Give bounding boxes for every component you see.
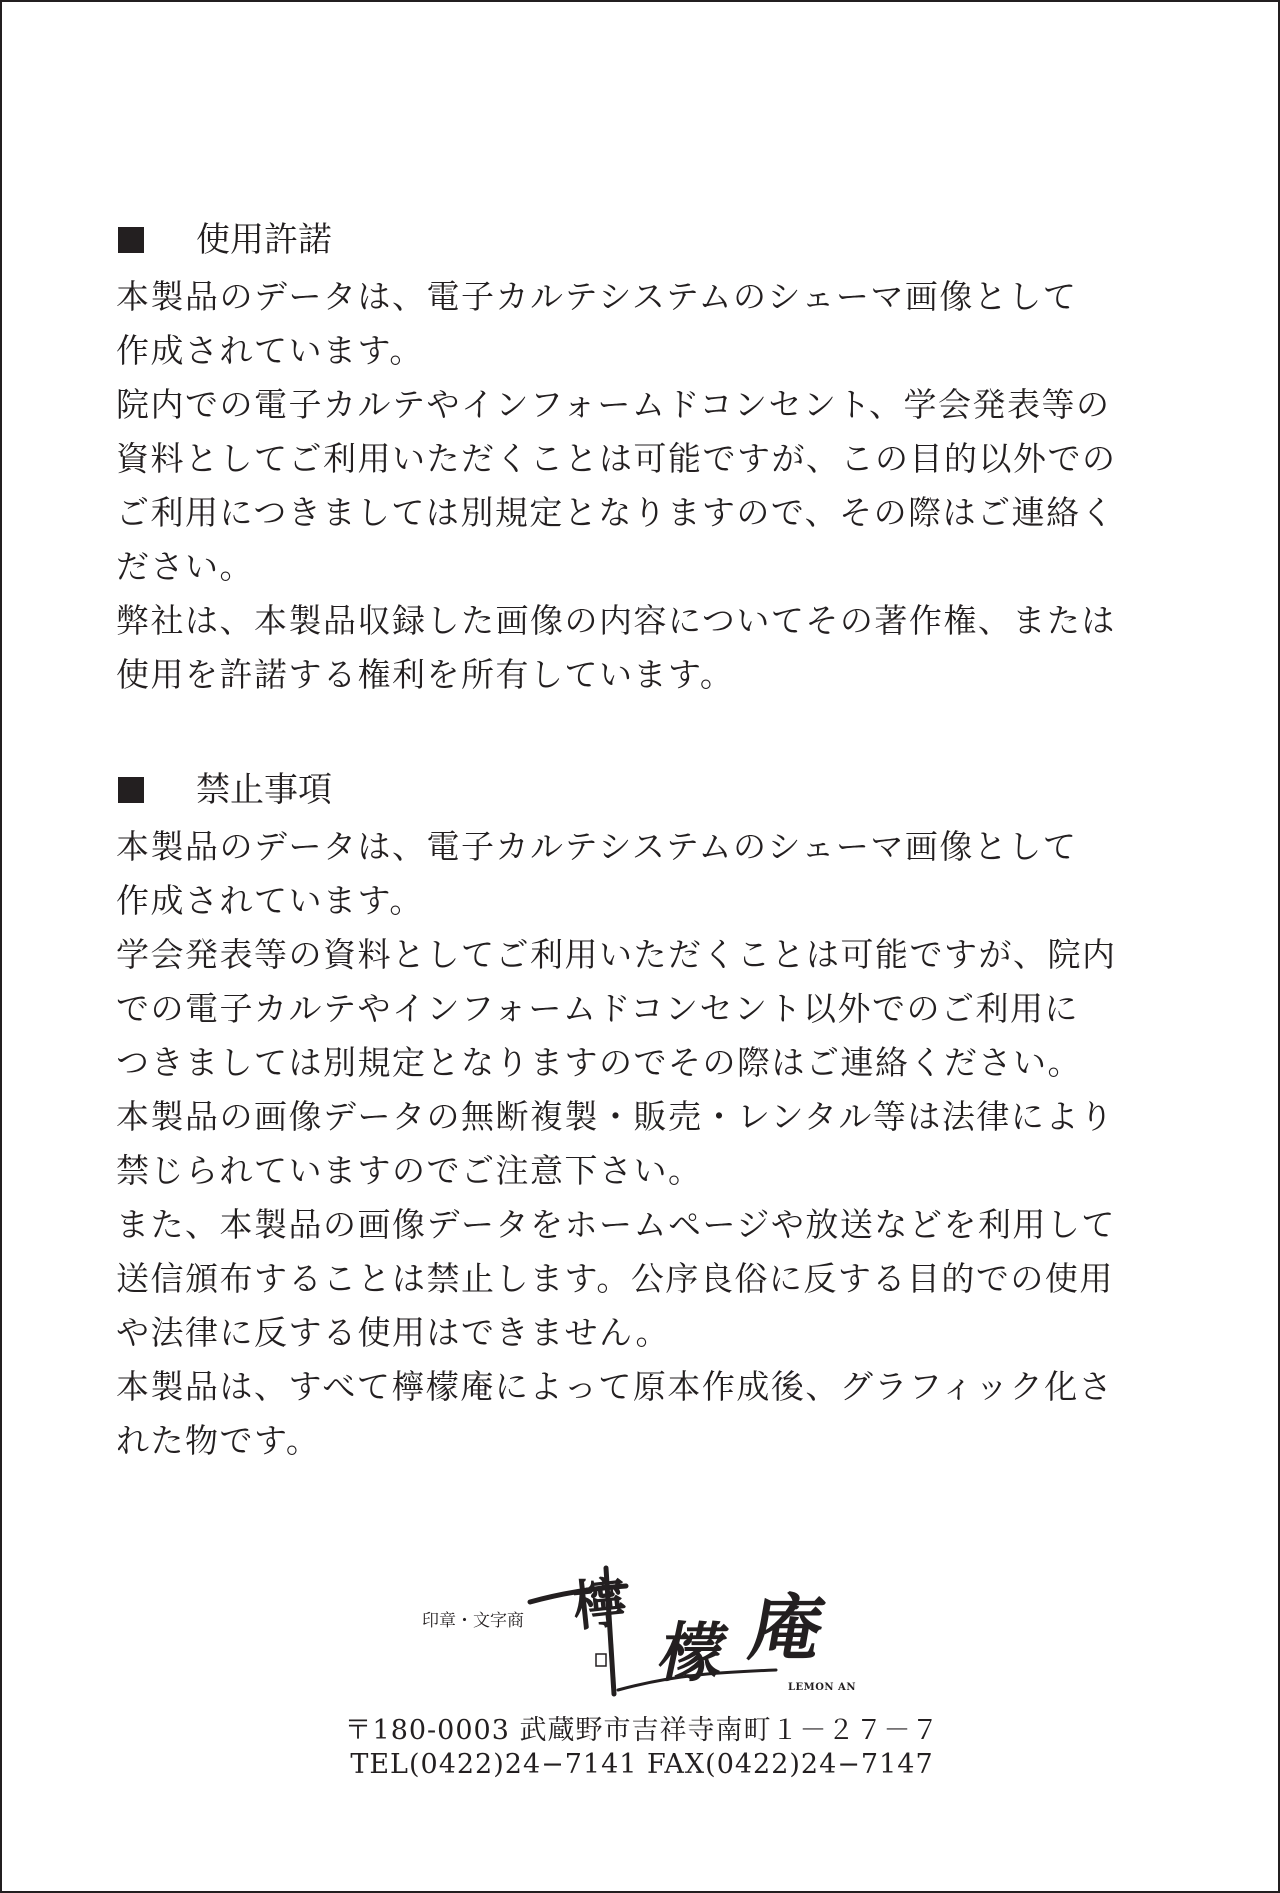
square-bullet-icon	[118, 227, 144, 253]
text-line: 本製品のデータは、電子カルテシステムのシェーマ画像として	[116, 827, 1078, 866]
brand-english: LEMON AN	[788, 1682, 856, 1693]
section-heading	[116, 762, 1176, 818]
brand-char: 檬	[652, 1616, 733, 1691]
square-bullet-icon	[118, 777, 144, 803]
brand-char: 檸	[569, 1569, 630, 1639]
section-body	[116, 820, 1176, 1468]
footer	[2, 1562, 1280, 1782]
text-line: つきましては別規定となりますのでその際はご連絡ください。	[116, 1043, 1082, 1082]
phone-fax: TEL(0422)24−7141 FAX(0422)24−7147	[350, 1749, 934, 1780]
text-line: 本製品は、すべて檸檬庵によって原本作成後、グラフィック化さ	[116, 1367, 1114, 1406]
text-line: ご利用につきましては別規定となりますので、その際はご連絡く	[116, 493, 1116, 532]
section-license	[116, 212, 1176, 702]
heading-text: 禁止事項	[196, 770, 332, 810]
address: 〒180-0003 武蔵野市吉祥寺南町１－２７－７	[344, 1715, 940, 1746]
section-body	[116, 270, 1176, 702]
text-line: や法律に反する使用はできません。	[116, 1313, 670, 1352]
text-line: 禁じられていますのでご注意下さい。	[116, 1151, 703, 1190]
text-line: 使用を許諾する権利を所有しています。	[116, 655, 735, 694]
text-line: 作成されています。	[116, 881, 424, 920]
text-line: れた物です。	[116, 1421, 321, 1460]
text-line: 作成されています。	[116, 331, 424, 370]
text-line: 弊社は、本製品収録した画像の内容についてその著作権、または	[116, 601, 1116, 640]
shop-type: 印章・文字商	[422, 1611, 524, 1631]
text-line: 送信頒布することは禁止します。公序良俗に反する目的での使用	[116, 1259, 1114, 1298]
brand-char: 庵	[743, 1585, 831, 1670]
text-line: 本製品の画像データの無断複製・販売・レンタル等は法律により	[116, 1097, 1115, 1136]
section-prohibited	[116, 762, 1176, 1468]
text-line: 本製品のデータは、電子カルテシステムのシェーマ画像として	[116, 277, 1078, 316]
logo	[422, 1562, 862, 1712]
text-line: での電子カルテやインフォームドコンセント以外でのご利用に	[116, 989, 1080, 1028]
text-line: また、本製品の画像データをホームページや放送などを利用して	[116, 1205, 1116, 1244]
text-line: 院内での電子カルテやインフォームドコンセント、学会発表等の	[116, 385, 1111, 424]
section-heading	[116, 212, 1176, 268]
text-line: 資料としてご利用いただくことは可能ですが、この目的以外での	[116, 439, 1117, 478]
text-line: ださい。	[116, 547, 254, 586]
text-line: 学会発表等の資料としてご利用いただくことは可能ですが、院内	[116, 935, 1117, 974]
heading-text: 使用許諾	[196, 220, 332, 260]
